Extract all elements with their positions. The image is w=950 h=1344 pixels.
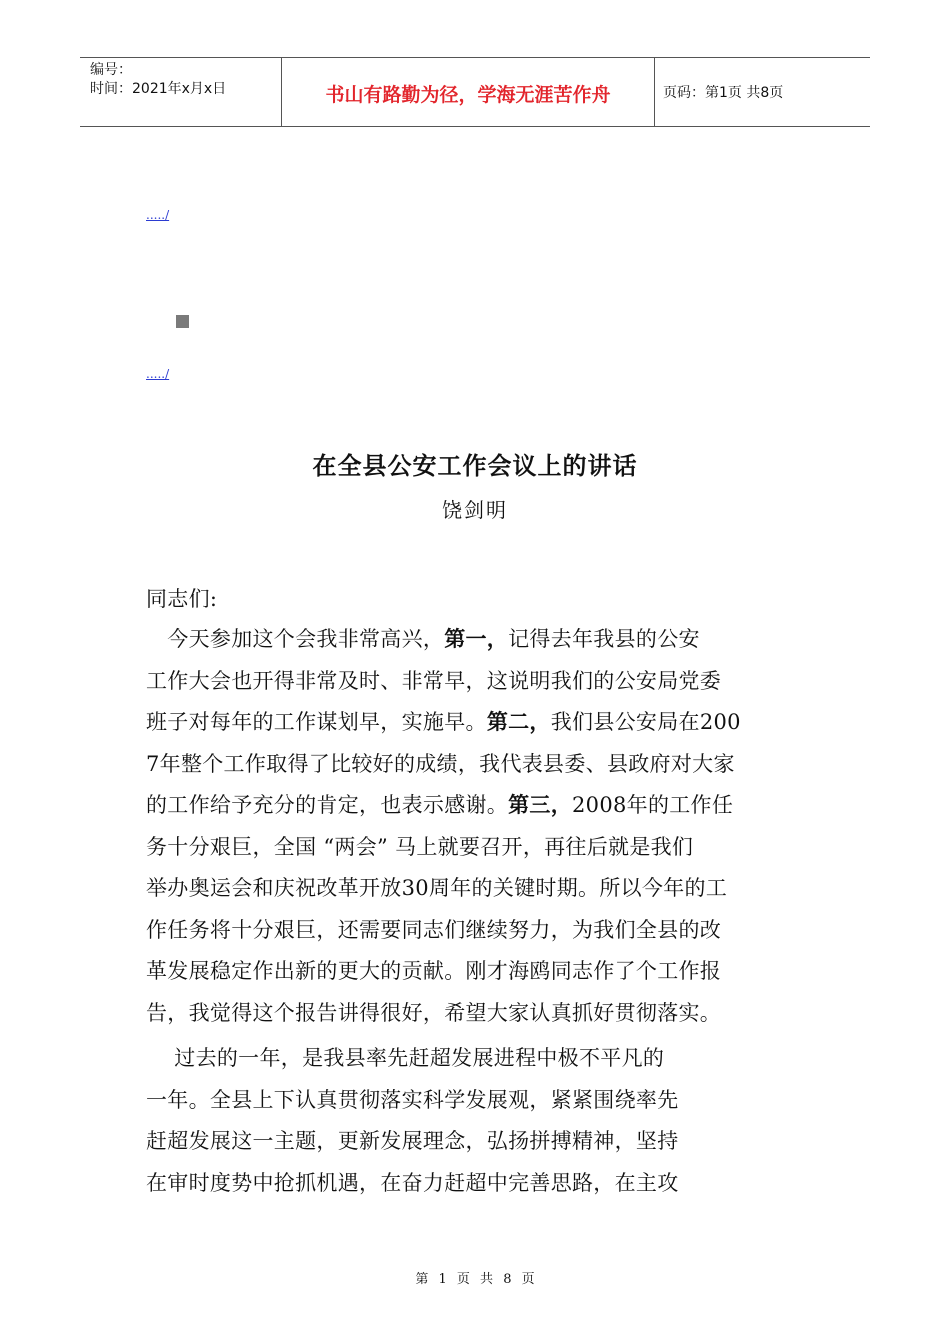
motto-text: 书山有路勤为径，学海无涯苦作舟	[325, 84, 611, 106]
body-line	[146, 789, 733, 819]
body-line	[146, 872, 727, 902]
line-text: 过去的一年，是我县率先赶超发展进程中极不平凡的	[146, 1046, 665, 1070]
line-text: 在审时度势中抢抓机遇，在奋力赶超中完善思路，在主攻	[146, 1170, 679, 1195]
line-text: 作任务将十分艰巨，还需要同志们继续努力，为我们全县的改	[146, 917, 722, 942]
line-text: 一年。全县上下认真贯彻落实科学发展观，紧紧围绕率先	[146, 1087, 679, 1112]
line-text-tail: 2008年的工作任	[572, 793, 734, 817]
body-line	[146, 955, 721, 985]
line-text: 务十分艰巨，全国 “两会” 马上就要召开，再往后就是我们	[146, 834, 694, 859]
header-page-cell	[655, 58, 870, 126]
body-line	[146, 1042, 664, 1072]
body-line	[146, 1125, 679, 1155]
ordinal-emphasis: 第三，	[508, 793, 573, 817]
body-line	[146, 706, 741, 736]
document-author: 饶剑明	[442, 498, 508, 522]
line-text: 告，我觉得这个报告讲得很好，希望大家认真抓好贯彻落实。	[146, 1000, 722, 1025]
line-text: 7年整个工作取得了比较好的成绩，我代表县委、县政府对大家	[146, 751, 735, 776]
salutation: 同志们:	[146, 587, 218, 611]
date-label: 时间：2021年x月x日	[90, 81, 227, 97]
body-line	[146, 665, 721, 695]
body-line	[146, 1167, 679, 1197]
square-icon	[176, 315, 189, 328]
ordinal-emphasis: 第一，	[444, 627, 509, 651]
line-text-tail: 我们县公安局在200	[550, 710, 741, 734]
line-text-tail: 记得去年我县的公安	[508, 627, 700, 651]
line-text: 赶超发展这一主题，更新发展理念，弘扬拼搏精神，坚持	[146, 1129, 679, 1153]
top-link[interactable]: ...../	[146, 208, 170, 222]
document-title: 在全县公安工作会议上的讲话	[312, 452, 638, 480]
page-label: 页码：第1页 共8页	[663, 85, 784, 101]
line-text: 革发展稳定作出新的更大的贡献。刚才海鸥同志作了个工作报	[146, 959, 722, 983]
body-line	[146, 997, 721, 1027]
line-text: 今天参加这个会我非常高兴，	[146, 627, 445, 651]
body-line	[146, 623, 700, 653]
line-text: 的工作给予充分的肯定，也表示感谢。	[146, 793, 509, 817]
line-text: 工作大会也开得非常及时、非常早，这说明我们的公安局党委	[146, 668, 722, 693]
bottom-link[interactable]: ...../	[146, 367, 170, 381]
body-line	[146, 914, 721, 944]
line-text: 举办奥运会和庆祝改革开放30周年的关键时期。所以今年的工	[146, 876, 728, 900]
ordinal-emphasis: 第二，	[486, 710, 551, 734]
body-line	[146, 831, 693, 861]
header-meta-cell	[80, 58, 282, 126]
header-motto-cell	[282, 58, 655, 126]
page-footer: 第 1 页 共 8 页	[415, 1272, 535, 1287]
document-header	[80, 57, 870, 127]
body-line	[146, 748, 735, 778]
number-label: 编号：	[90, 62, 132, 78]
line-text: 班子对每年的工作谋划早，实施早。	[146, 710, 487, 734]
body-line	[146, 1084, 679, 1114]
